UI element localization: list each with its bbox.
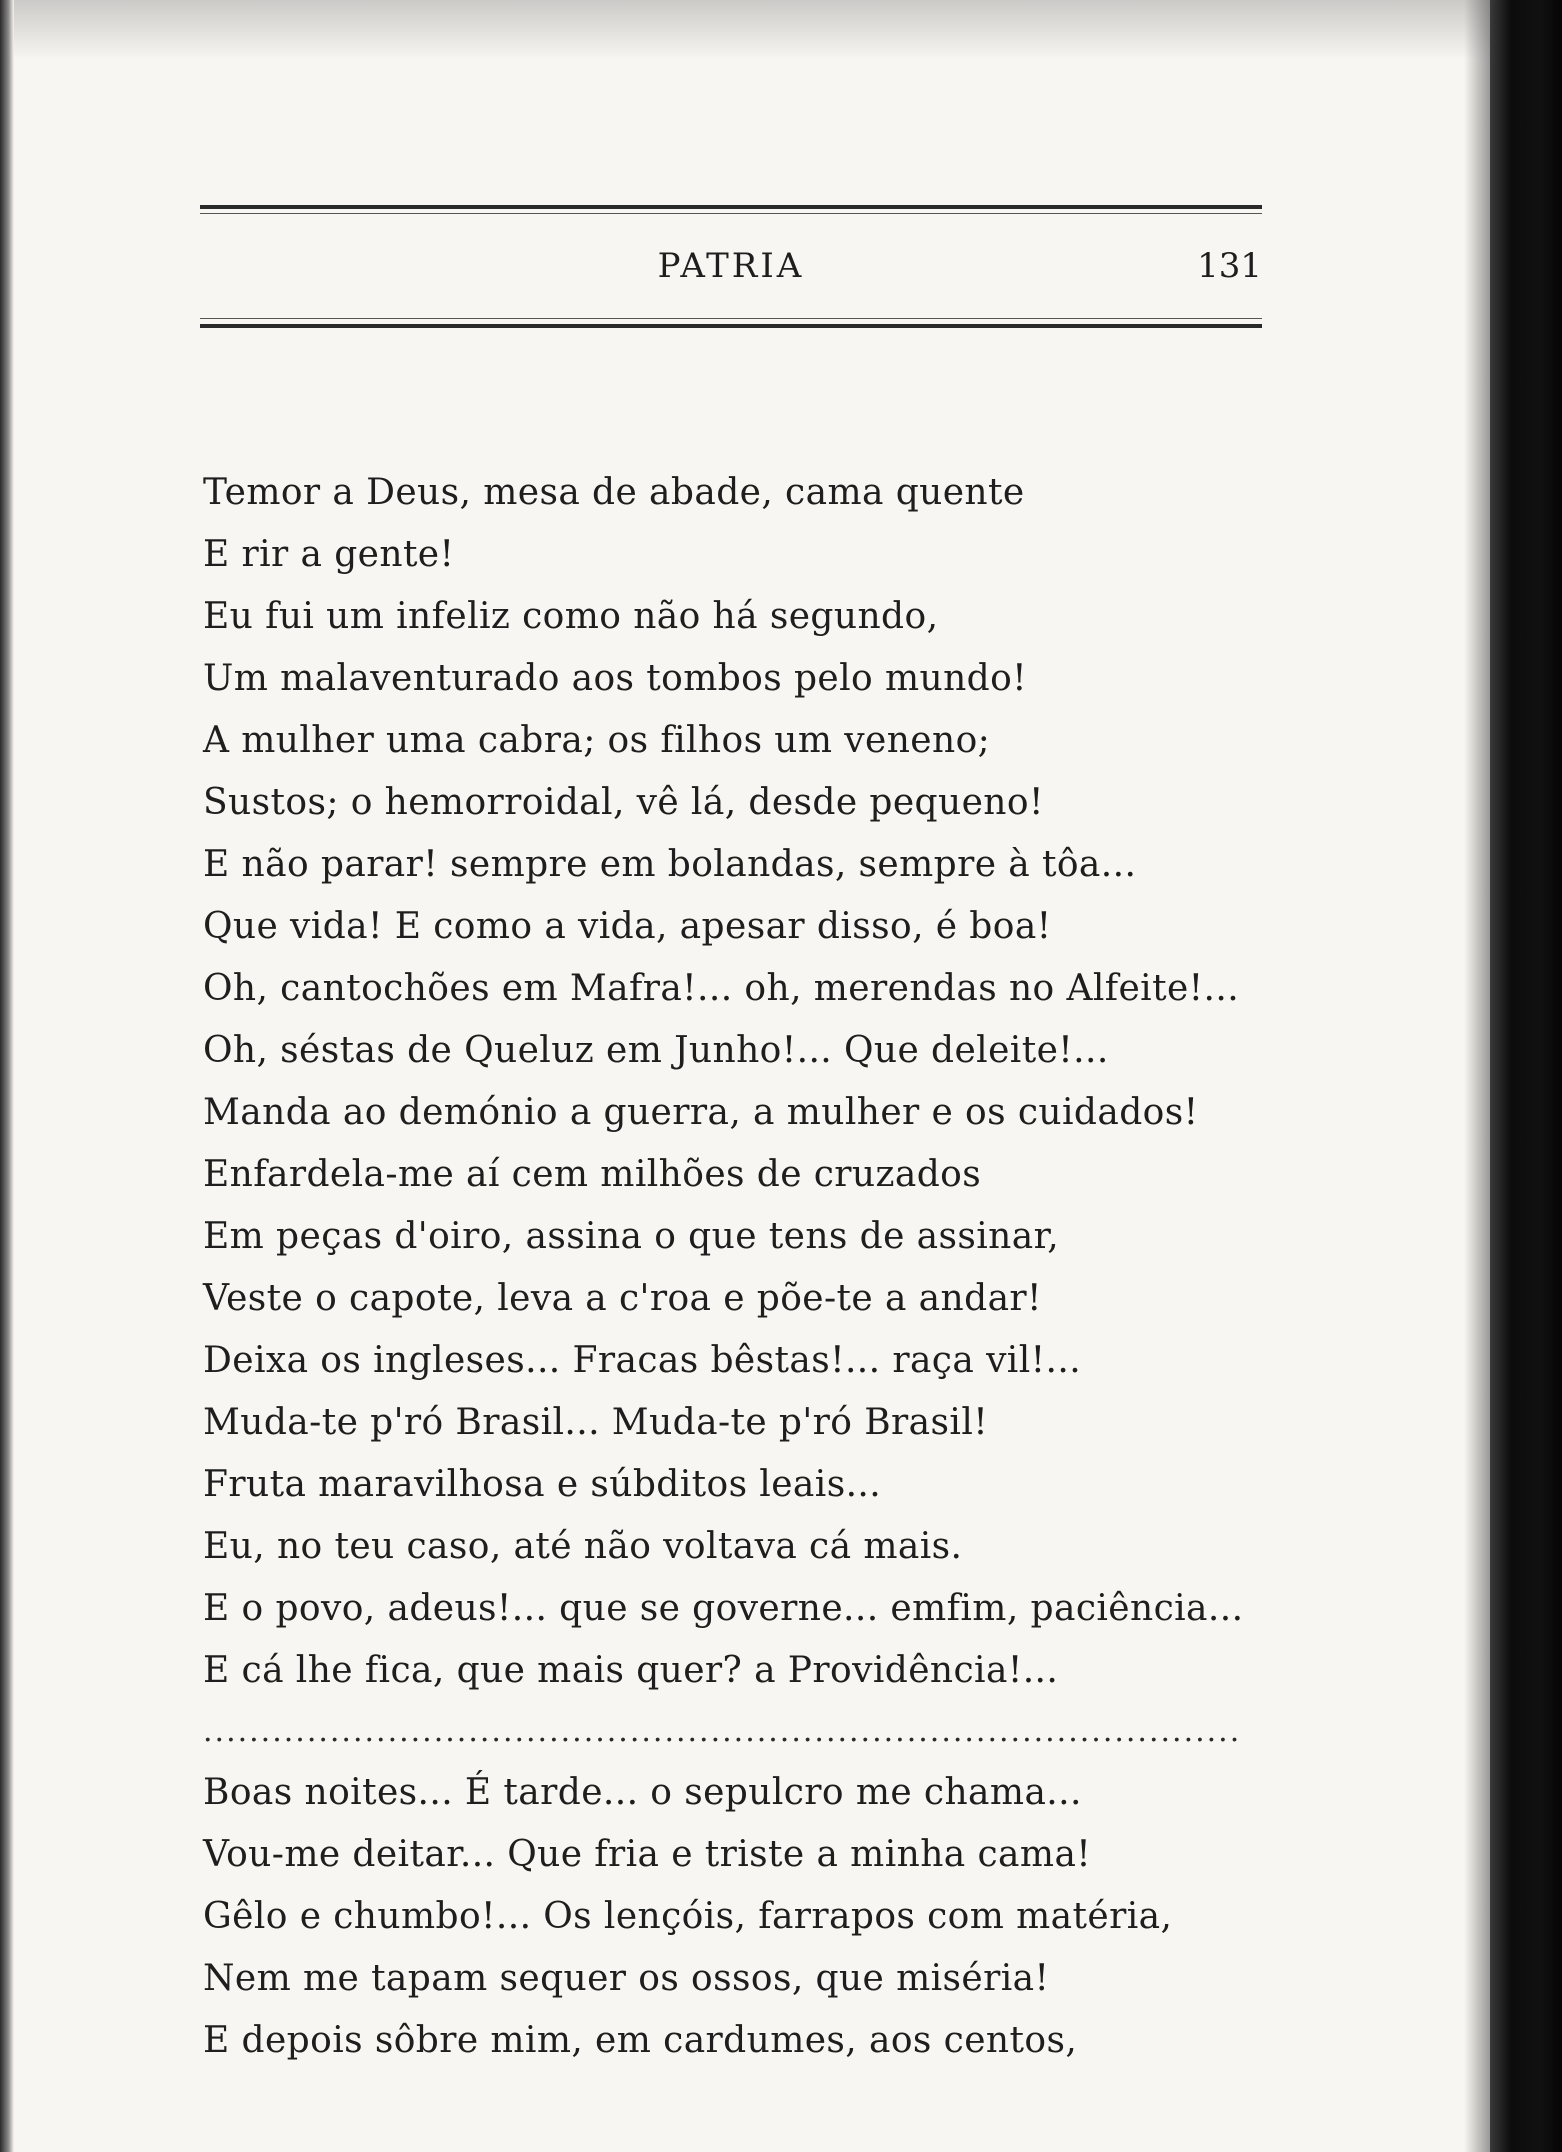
header-rule-bottom-thin: [200, 318, 1262, 319]
verse-line: E cá lhe fica, que mais quer? a Providência!...: [203, 1650, 1059, 1691]
scan-binding-shadow: [1464, 0, 1490, 2152]
stanza-separator: ..........................................................................................: [203, 1714, 1242, 1749]
verse-line: Vou-me deitar... Que fria e triste a minha cama!: [203, 1834, 1092, 1875]
running-title: PATRIA: [657, 246, 805, 286]
scan-left-edge: [0, 0, 14, 2152]
verse-line: E depois sôbre mim, em cardumes, aos centos,: [203, 2020, 1078, 2061]
header-rule-bottom: [200, 324, 1262, 328]
stanza-1: [203, 462, 1283, 1702]
page-number: 131: [1197, 246, 1262, 286]
verse-line: E não parar! sempre em bolandas, sempre à tôa...: [203, 844, 1137, 885]
verse-line: Muda-te p'ró Brasil... Muda-te p'ró Brasil!: [203, 1402, 989, 1443]
verse-line: Gêlo e chumbo!... Os lençóis, farrapos com matéria,: [203, 1896, 1173, 1937]
verse-line: E o povo, adeus!... que se governe... emfim, paciência...: [203, 1588, 1244, 1629]
header-rule-top: [200, 205, 1262, 209]
verse-line: Boas noites... É tarde... o sepulcro me chama...: [203, 1772, 1082, 1813]
verse-line: Deixa os ingleses... Fracas bêstas!... raça vil!...: [203, 1340, 1082, 1381]
stanza-2: [203, 1762, 1283, 2072]
scan-top-shadow: [0, 0, 1490, 60]
verse-line: Um malaventurado aos tombos pelo mundo!: [203, 658, 1028, 699]
verse-line: Eu fui um infeliz como não há segundo,: [203, 596, 939, 637]
verse-line: Em peças d'oiro, assina o que tens de assinar,: [203, 1216, 1060, 1257]
verse-line: A mulher uma cabra; os filhos um veneno;: [203, 720, 991, 761]
verse-line: Oh, cantochões em Mafra!... oh, merendas no Alfeite!...: [203, 968, 1240, 1009]
verse-line: Veste o capote, leva a c'roa e põe-te a andar!: [203, 1278, 1042, 1319]
header-rule-top-thin: [200, 213, 1262, 214]
scan-binding-edge: [1490, 0, 1562, 2152]
poem-body: [203, 462, 1283, 2072]
verse-line: Temor a Deus, mesa de abade, cama quente: [203, 472, 1025, 513]
verse-line: Oh, séstas de Queluz em Junho!... Que deleite!...: [203, 1030, 1109, 1071]
verse-line: E rir a gente!: [203, 534, 455, 575]
verse-line: Fruta maravilhosa e súbditos leais...: [203, 1464, 882, 1505]
verse-line: Enfardela-me aí cem milhões de cruzados: [203, 1154, 982, 1195]
verse-line: Sustos; o hemorroidal, vê lá, desde pequeno!: [203, 782, 1044, 823]
verse-line: Que vida! E como a vida, apesar disso, é boa!: [203, 906, 1052, 947]
running-head: [200, 238, 1262, 298]
verse-line: Nem me tapam sequer os ossos, que miséria!: [203, 1958, 1050, 1999]
verse-line: Eu, no teu caso, até não voltava cá mais.: [203, 1526, 963, 1567]
verse-line: Manda ao demónio a guerra, a mulher e os cuidados!: [203, 1092, 1199, 1133]
